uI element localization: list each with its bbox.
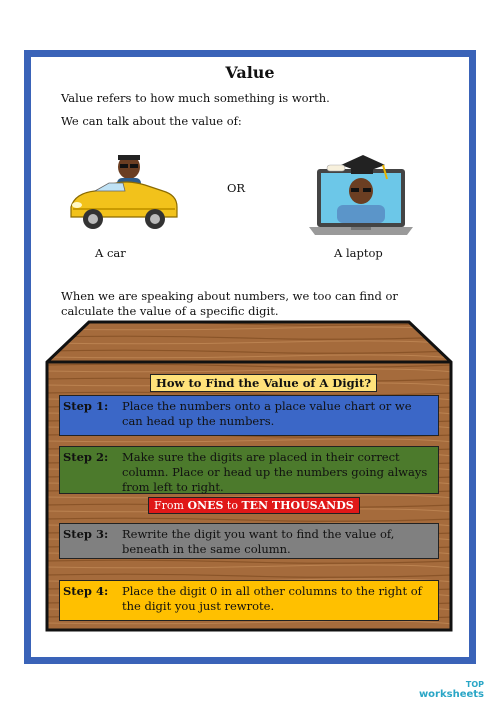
intro-line-1: Value refers to how much something is worth.: [61, 91, 330, 105]
numbers-paragraph: When we are speaking about numbers, we too can find or calculate the value of a specific digit.: [61, 289, 398, 318]
logo-line-2: worksheets: [418, 689, 484, 700]
range-banner: [148, 497, 360, 514]
range-prefix: From: [154, 499, 188, 512]
wooden-board: [45, 320, 453, 632]
logo-line-1: TOP: [465, 680, 484, 689]
how-to-heading: How to Find the Value of A Digit?: [150, 374, 377, 392]
page-title: Value: [225, 63, 275, 82]
step-2: [59, 446, 439, 494]
step-3: [59, 523, 439, 559]
laptop-illustration: [307, 143, 415, 241]
car-caption: A car: [95, 246, 126, 260]
topworksheets-logo[interactable]: [419, 680, 484, 700]
step-4-text: Place the digit 0 in all other columns to the right of the digit you just rewrote.: [122, 584, 422, 613]
step-1-text: Place the numbers onto a place value chart or we can head up the numbers.: [122, 399, 412, 428]
step-4-label: Step 4:: [63, 584, 109, 598]
step-4: [59, 580, 439, 621]
range-to: TEN THOUSANDS: [241, 499, 354, 512]
step-2-label: Step 2:: [63, 450, 109, 464]
step-1: [59, 395, 439, 436]
car-illustration: [65, 145, 181, 241]
step-3-text: Rewrite the digit you want to find the value of, beneath in the same column.: [122, 527, 395, 556]
laptop-caption: A laptop: [334, 246, 383, 260]
intro-line-2: We can talk about the value of:: [61, 114, 242, 128]
step-2-text: Make sure the digits are placed in their correct column. Place or head up the numbers going always from left to right.: [122, 450, 428, 494]
step-3-label: Step 3:: [63, 527, 109, 541]
range-mid: to: [223, 499, 242, 512]
page-frame: [24, 50, 476, 664]
range-from: ONES: [187, 499, 224, 512]
step-1-label: Step 1:: [63, 399, 109, 413]
or-label: OR: [227, 181, 246, 195]
